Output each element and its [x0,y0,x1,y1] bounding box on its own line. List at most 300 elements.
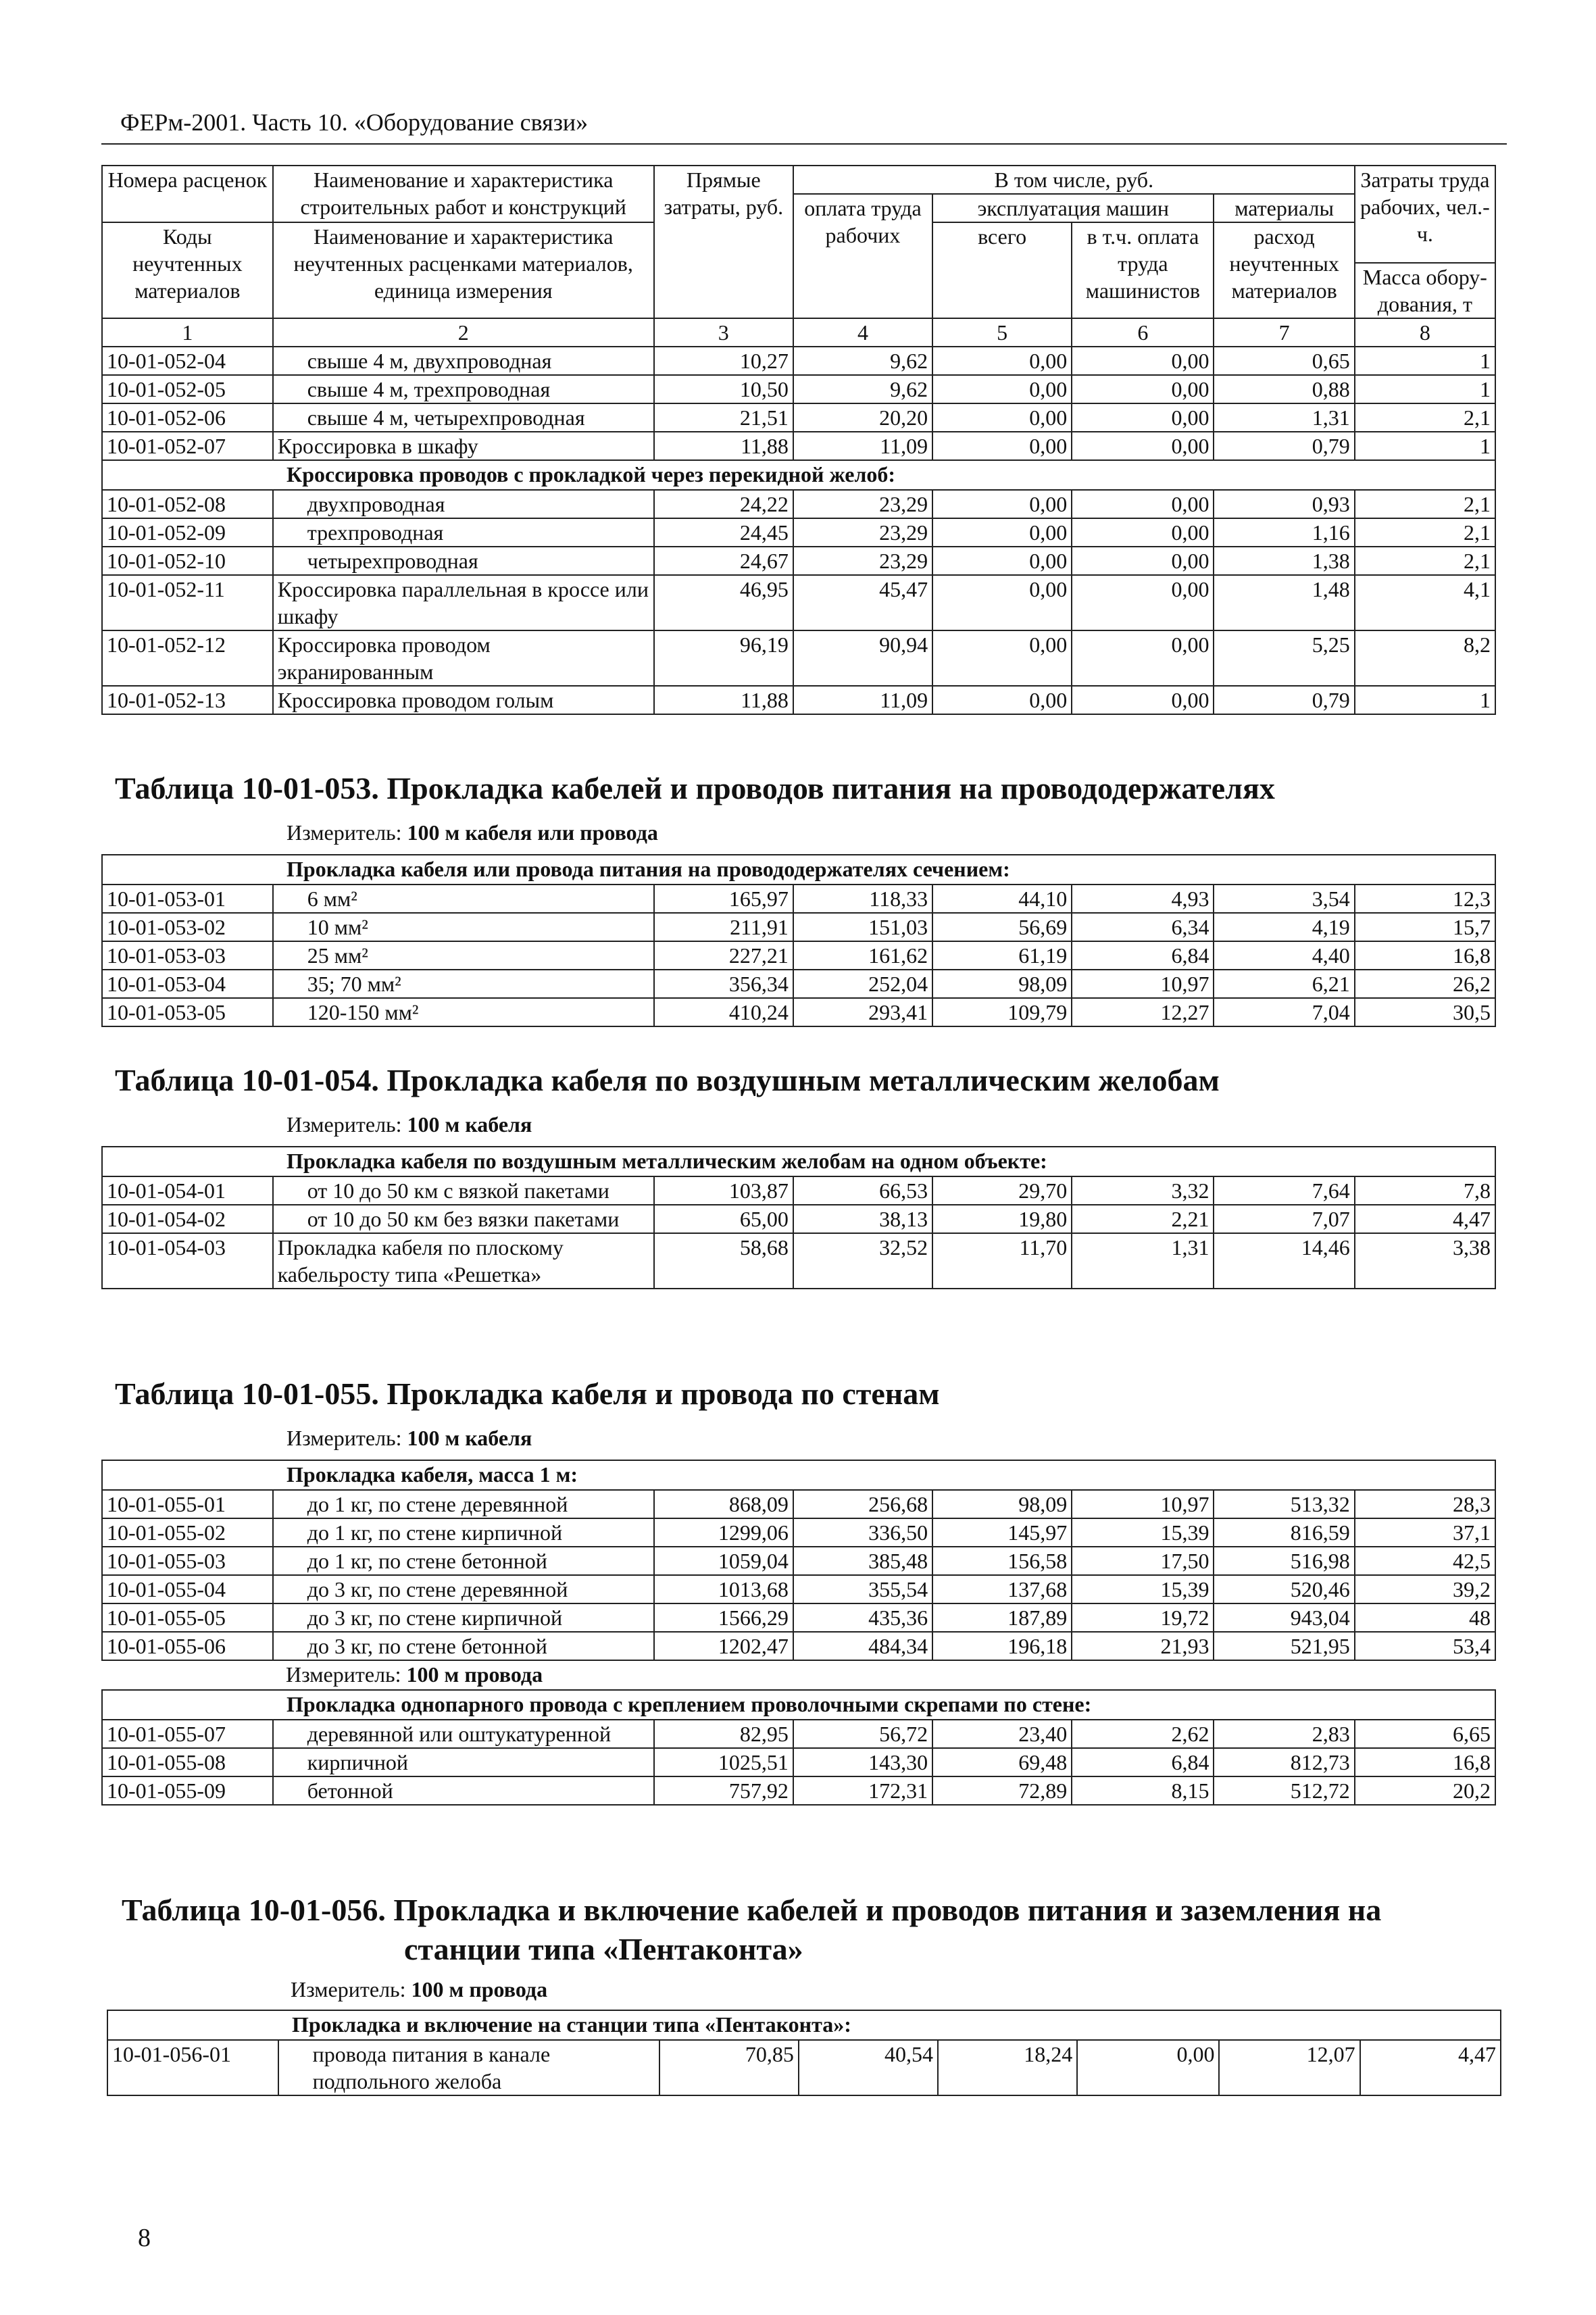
cost-value: 0,00 [932,375,1072,403]
col-head-materials: материалы [1214,194,1354,222]
column-number: 6 [1072,318,1214,347]
cost-value: 4,19 [1214,913,1354,941]
rate-code: 10-01-056-01 [107,2040,278,2095]
col-head-material-names: Наименование и характеристика неучтенных расценками материалов, единица измерения [273,222,654,318]
cost-value: 11,88 [654,432,793,460]
rate-code: 10-01-055-02 [102,1518,273,1547]
table-row [102,1575,1495,1603]
cost-value: 137,68 [932,1575,1072,1603]
table-row [102,432,1495,460]
work-description: до 1 кг, по стене деревянной [273,1490,654,1518]
cost-value: 156,58 [932,1547,1072,1575]
table-row [102,518,1495,547]
cost-value: 512,72 [1214,1776,1354,1805]
cost-value: 58,68 [654,1233,793,1289]
cost-value: 23,40 [932,1720,1072,1748]
meter-value: 100 м провода [411,1977,548,2001]
table-056-title-line2: станции типа «Пентаконта» [404,1932,803,1966]
cost-value: 11,88 [654,686,793,714]
table-row [102,547,1495,575]
rate-code: 10-01-052-09 [102,518,273,547]
cost-value: 10,27 [654,347,793,375]
cost-value: 520,46 [1214,1575,1354,1603]
meter-label: Измеритель: [291,1977,406,2001]
cost-value: 15,7 [1355,913,1495,941]
cost-value: 252,04 [793,970,932,998]
cost-value: 98,09 [932,970,1072,998]
work-description: от 10 до 50 км без вязки пакетами [273,1205,654,1233]
column-number: 2 [273,318,654,347]
cost-value: 0,00 [932,490,1072,518]
column-number: 5 [932,318,1072,347]
table-054 [101,1146,1496,1289]
cost-value: 2,1 [1355,490,1495,518]
table-row [102,913,1495,941]
cost-value: 61,19 [932,941,1072,970]
cost-value: 109,79 [932,998,1072,1026]
work-description: свыше 4 м, четырехпроводная [273,403,654,432]
table-055-meter-2 [102,1660,1495,1690]
cost-value: 4,47 [1355,1205,1495,1233]
cost-value: 24,67 [654,547,793,575]
cost-value: 12,07 [1219,2040,1360,2095]
cost-value: 1 [1355,347,1495,375]
table-055-meter [286,1426,532,1451]
work-description: трехпроводная [273,518,654,547]
table-row [102,885,1495,913]
cost-value: 0,93 [1214,490,1354,518]
cost-value: 12,27 [1072,998,1214,1026]
rate-code: 10-01-054-01 [102,1176,273,1205]
cost-value: 0,00 [1072,347,1214,375]
cost-value: 20,2 [1355,1776,1495,1805]
cost-value: 10,97 [1072,970,1214,998]
cost-value: 103,87 [654,1176,793,1205]
work-description: 35; 70 мм² [273,970,654,998]
cost-value: 39,2 [1355,1575,1495,1603]
cost-value: 28,3 [1355,1490,1495,1518]
cost-value: 56,69 [932,913,1072,941]
cost-value: 2,21 [1072,1205,1214,1233]
meter-label: Измеритель: [286,1662,401,1687]
table-row [102,575,1495,630]
cost-value: 356,34 [654,970,793,998]
cost-value: 19,72 [1072,1603,1214,1632]
cost-value: 20,20 [793,403,932,432]
cost-value: 0,00 [932,575,1072,630]
table-row [102,1720,1495,1748]
cost-value: 9,62 [793,347,932,375]
rates-table-main [101,165,1496,715]
table-row [102,1632,1495,1660]
rate-code: 10-01-053-02 [102,913,273,941]
section-label-053: Прокладка кабеля или провода питания на провододержателях сечением: [102,855,1495,885]
cost-value: 14,46 [1214,1233,1354,1289]
cost-value: 6,21 [1214,970,1354,998]
table-056-title-line1: Таблица 10-01-056. Прокладка и включение кабелей и проводов питания и заземления на [122,1893,1382,1927]
cost-value: 1 [1355,375,1495,403]
table-056-meter [291,1977,547,2002]
cost-value: 16,8 [1355,1748,1495,1776]
cost-value: 3,54 [1214,885,1354,913]
work-description: свыше 4 м, трехпроводная [273,375,654,403]
work-description: Кроссировка проводом экранированным [273,630,654,686]
table-row [102,1490,1495,1518]
table-row [107,2040,1501,2095]
cost-value: 161,62 [793,941,932,970]
table-row [102,1233,1495,1289]
column-number: 8 [1355,318,1495,347]
rate-code: 10-01-052-10 [102,547,273,575]
cost-value: 1299,06 [654,1518,793,1547]
meter-value: 100 м провода [406,1662,543,1687]
cost-value: 187,89 [932,1603,1072,1632]
cost-value: 0,65 [1214,347,1354,375]
cost-value: 0,79 [1214,686,1354,714]
cost-value: 0,00 [932,630,1072,686]
cost-value: 11,09 [793,432,932,460]
page-number: 8 [138,2224,151,2252]
col-head-wages: оплата труда рабочих [793,194,932,318]
rate-code: 10-01-053-03 [102,941,273,970]
rate-code: 10-01-055-03 [102,1547,273,1575]
cost-value: 0,00 [932,403,1072,432]
rate-code: 10-01-055-06 [102,1632,273,1660]
cost-value: 2,83 [1214,1720,1354,1748]
rate-code: 10-01-052-08 [102,490,273,518]
table-row [102,1748,1495,1776]
table-053 [101,854,1496,1027]
table-row [102,347,1495,375]
running-header: ФЕРм-2001. Часть 10. «Оборудование связи» [120,109,589,136]
col-head-material-consumption: расход неучтенных материалов [1214,222,1354,318]
cost-value: 7,04 [1214,998,1354,1026]
cost-value: 4,47 [1360,2040,1501,2095]
rate-code: 10-01-055-04 [102,1575,273,1603]
rate-code: 10-01-055-05 [102,1603,273,1632]
section-label-056: Прокладка и включение на станции типа «Пентаконта»: [107,2010,1501,2040]
rate-code: 10-01-052-13 [102,686,273,714]
section-label-055: Прокладка кабеля, масса 1 м: [102,1460,1495,1490]
cost-value: 0,00 [1072,375,1214,403]
table-053-meter [286,820,658,845]
cost-value: 11,09 [793,686,932,714]
cost-value: 37,1 [1355,1518,1495,1547]
table-row [102,998,1495,1026]
cost-value: 70,85 [659,2040,799,2095]
cost-value: 7,64 [1214,1176,1354,1205]
section-label-052: Кроссировка проводов с прокладкой через перекидной желоб: [102,460,1495,490]
cost-value: 812,73 [1214,1748,1354,1776]
cost-value: 26,2 [1355,970,1495,998]
col-head-labor: Затраты труда рабочих, чел.-ч. [1355,166,1495,263]
cost-value: 40,54 [799,2040,938,2095]
cost-value: 0,00 [1072,403,1214,432]
cost-value: 868,09 [654,1490,793,1518]
cost-value: 336,50 [793,1518,932,1547]
cost-value: 0,00 [1072,575,1214,630]
cost-value: 0,00 [1072,490,1214,518]
cost-value: 69,48 [932,1748,1072,1776]
work-description: 10 мм² [273,913,654,941]
cost-value: 435,36 [793,1603,932,1632]
cost-value: 44,10 [932,885,1072,913]
cost-value: 2,1 [1355,547,1495,575]
column-number: 7 [1214,318,1354,347]
cost-value: 45,47 [793,575,932,630]
work-description: до 3 кг, по стене бетонной [273,1632,654,1660]
cost-value: 15,39 [1072,1518,1214,1547]
rate-code: 10-01-053-01 [102,885,273,913]
cost-value: 3,38 [1355,1233,1495,1289]
section-label-054: Прокладка кабеля по воздушным металлическим желобам на одном объекте: [102,1147,1495,1176]
col-head-direct: Прямые затраты, руб. [654,166,793,318]
table-054-meter [286,1112,532,1137]
rate-code: 10-01-054-02 [102,1205,273,1233]
header-rule [101,143,1507,145]
cost-value: 1202,47 [654,1632,793,1660]
rate-code: 10-01-054-03 [102,1233,273,1289]
cost-value: 943,04 [1214,1603,1354,1632]
column-number: 1 [102,318,273,347]
column-number: 4 [793,318,932,347]
rate-code: 10-01-052-07 [102,432,273,460]
cost-value: 118,33 [793,885,932,913]
table-row [102,1205,1495,1233]
work-description: провода питания в канале подпольного желоба [278,2040,659,2095]
table-055-title: Таблица 10-01-055. Прокладка кабеля и провода по стенам [115,1376,940,1411]
section-label-055-2: Прокладка однопарного провода с креплением проволочными скрепами по стене: [102,1690,1495,1720]
cost-value: 18,24 [938,2040,1077,2095]
col-head-codes: Коды неучтенных материалов [102,222,273,318]
cost-value: 1059,04 [654,1547,793,1575]
rate-code: 10-01-052-06 [102,403,273,432]
cost-value: 24,45 [654,518,793,547]
cost-value: 521,95 [1214,1632,1354,1660]
cost-value: 1,31 [1072,1233,1214,1289]
cost-value: 56,72 [793,1720,932,1748]
cost-value: 72,89 [932,1776,1072,1805]
cost-value: 355,54 [793,1575,932,1603]
work-description: свыше 4 м, двухпроводная [273,347,654,375]
work-description: Кроссировка параллельная в кроссе или шкафу [273,575,654,630]
cost-value: 7,8 [1355,1176,1495,1205]
rate-code: 10-01-055-08 [102,1748,273,1776]
cost-value: 1 [1355,686,1495,714]
meter-value: 100 м кабеля [407,1112,532,1137]
table-row [102,490,1495,518]
cost-value: 4,1 [1355,575,1495,630]
rate-code: 10-01-055-01 [102,1490,273,1518]
cost-value: 513,32 [1214,1490,1354,1518]
cost-value: 0,00 [1072,547,1214,575]
cost-value: 23,29 [793,547,932,575]
cost-value: 5,25 [1214,630,1354,686]
cost-value: 96,19 [654,630,793,686]
meter-label: Измеритель: [286,1426,402,1450]
cost-value: 16,8 [1355,941,1495,970]
cost-value: 30,5 [1355,998,1495,1026]
cost-value: 1 [1355,432,1495,460]
cost-value: 21,93 [1072,1632,1214,1660]
cost-value: 0,00 [932,347,1072,375]
rate-code: 10-01-052-04 [102,347,273,375]
work-description: четырехпроводная [273,547,654,575]
cost-value: 165,97 [654,885,793,913]
cost-value: 484,34 [793,1632,932,1660]
cost-value: 10,97 [1072,1490,1214,1518]
col-head-mass: Масса обору-дования, т [1355,263,1495,318]
table-056 [107,2010,1501,2096]
table-row [102,403,1495,432]
cost-value: 196,18 [932,1632,1072,1660]
cost-value: 38,13 [793,1205,932,1233]
cost-value: 17,50 [1072,1547,1214,1575]
cost-value: 6,84 [1072,1748,1214,1776]
table-053-title: Таблица 10-01-053. Прокладка кабелей и проводов питания на провододержателях [115,771,1275,805]
table-row [102,1603,1495,1632]
cost-value: 6,84 [1072,941,1214,970]
cost-value: 1025,51 [654,1748,793,1776]
cost-value: 8,2 [1355,630,1495,686]
cost-value: 48 [1355,1603,1495,1632]
cost-value: 66,53 [793,1176,932,1205]
cost-value: 19,80 [932,1205,1072,1233]
cost-value: 6,65 [1355,1720,1495,1748]
cost-value: 293,41 [793,998,932,1026]
cost-value: 10,50 [654,375,793,403]
cost-value: 0,79 [1214,432,1354,460]
col-head-machines: эксплуатация машин [932,194,1214,222]
cost-value: 23,29 [793,490,932,518]
work-description: 25 мм² [273,941,654,970]
table-row [102,686,1495,714]
cost-value: 24,22 [654,490,793,518]
cost-value: 0,00 [1077,2040,1219,2095]
cost-value: 82,95 [654,1720,793,1748]
work-description: 6 мм² [273,885,654,913]
cost-value: 0,00 [1072,518,1214,547]
cost-value: 0,00 [932,432,1072,460]
table-row [102,630,1495,686]
cost-value: 410,24 [654,998,793,1026]
cost-value: 172,31 [793,1776,932,1805]
cost-value: 211,91 [654,913,793,941]
work-description: кирпичной [273,1748,654,1776]
col-head-total: всего [932,222,1072,318]
cost-value: 9,62 [793,375,932,403]
work-description: Прокладка кабеля по плоскому кабельросту типа «Решетка» [273,1233,654,1289]
cost-value: 6,34 [1072,913,1214,941]
work-description: Кроссировка проводом голым [273,686,654,714]
cost-value: 90,94 [793,630,932,686]
cost-value: 1013,68 [654,1575,793,1603]
table-054-title: Таблица 10-01-054. Прокладка кабеля по воздушным металлическим желобам [115,1063,1220,1097]
rate-code: 10-01-052-12 [102,630,273,686]
cost-value: 3,32 [1072,1176,1214,1205]
work-description: деревянной или оштукатуренной [273,1720,654,1748]
cost-value: 0,00 [1072,630,1214,686]
cost-value: 143,30 [793,1748,932,1776]
table-055 [101,1460,1496,1806]
cost-value: 11,70 [932,1233,1072,1289]
cost-value: 7,07 [1214,1205,1354,1233]
cost-value: 1566,29 [654,1603,793,1632]
col-head-number: Номера расценок [102,166,273,222]
cost-value: 32,52 [793,1233,932,1289]
column-number: 3 [654,318,793,347]
meter-value: 100 м кабеля или провода [407,820,658,845]
cost-value: 46,95 [654,575,793,630]
rate-code: 10-01-052-11 [102,575,273,630]
cost-value: 227,21 [654,941,793,970]
cost-value: 256,68 [793,1490,932,1518]
cost-value: 23,29 [793,518,932,547]
cost-value: 151,03 [793,913,932,941]
cost-value: 21,51 [654,403,793,432]
work-description: до 3 кг, по стене кирпичной [273,1603,654,1632]
cost-value: 2,1 [1355,518,1495,547]
rate-code: 10-01-053-05 [102,998,273,1026]
cost-value: 0,00 [932,686,1072,714]
cost-value: 1,31 [1214,403,1354,432]
cost-value: 1,38 [1214,547,1354,575]
cost-value: 0,00 [1072,686,1214,714]
table-row [102,375,1495,403]
table-row [102,1176,1495,1205]
work-description: до 3 кг, по стене деревянной [273,1575,654,1603]
cost-value: 12,3 [1355,885,1495,913]
table-row [102,1776,1495,1805]
work-description: от 10 до 50 км с вязкой пакетами [273,1176,654,1205]
cost-value: 65,00 [654,1205,793,1233]
meter-label: Измеритель: [286,820,402,845]
cost-value: 2,62 [1072,1720,1214,1748]
work-description: 120-150 мм² [273,998,654,1026]
cost-value: 385,48 [793,1547,932,1575]
cost-value: 15,39 [1072,1575,1214,1603]
cost-value: 0,00 [1072,432,1214,460]
cost-value: 145,97 [932,1518,1072,1547]
cost-value: 29,70 [932,1176,1072,1205]
cost-value: 53,4 [1355,1632,1495,1660]
table-row [102,941,1495,970]
cost-value: 98,09 [932,1490,1072,1518]
col-head-including: В том числе, руб. [793,166,1355,194]
cost-value: 42,5 [1355,1547,1495,1575]
cost-value: 4,93 [1072,885,1214,913]
cost-value: 0,00 [932,547,1072,575]
work-description: Кроссировка в шкафу [273,432,654,460]
cost-value: 516,98 [1214,1547,1354,1575]
col-head-operator-wages: в т.ч. оплата труда машинистов [1072,222,1214,318]
table-row [102,1547,1495,1575]
rate-code: 10-01-053-04 [102,970,273,998]
cost-value: 2,1 [1355,403,1495,432]
work-description: до 1 кг, по стене кирпичной [273,1518,654,1547]
rate-code: 10-01-055-07 [102,1720,273,1748]
cost-value: 816,59 [1214,1518,1354,1547]
meter-value: 100 м кабеля [407,1426,532,1450]
col-head-name: Наименование и характеристика строительных работ и конструкций [273,166,654,222]
work-description: до 1 кг, по стене бетонной [273,1547,654,1575]
rate-code: 10-01-055-09 [102,1776,273,1805]
cost-value: 1,48 [1214,575,1354,630]
table-row [102,970,1495,998]
cost-value: 4,40 [1214,941,1354,970]
rate-code: 10-01-052-05 [102,375,273,403]
meter-label: Измеритель: [286,1112,402,1137]
